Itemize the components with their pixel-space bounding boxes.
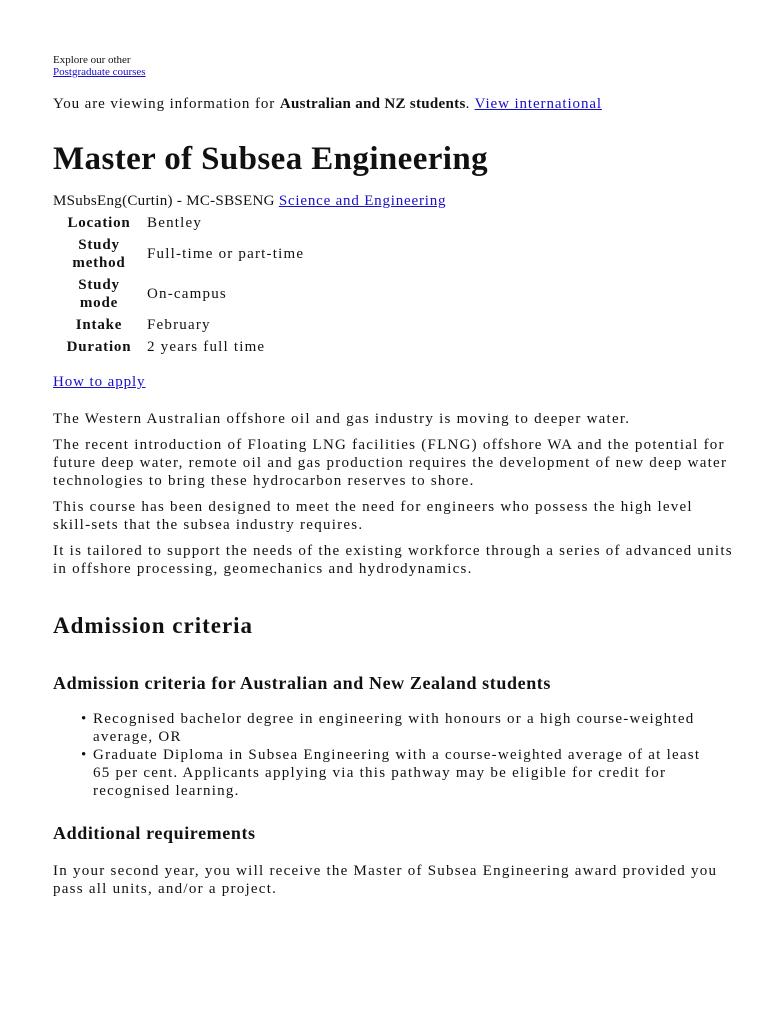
criterion-text: Recognised bachelor degree in engineering with honours or a high course-weighted average, OR	[93, 711, 695, 745]
design-paragraph: This course has been designed to meet the need for engineers who possess the high level skill-sets that the subsea industry requires.	[53, 499, 693, 533]
fact-label: Study mode	[78, 277, 120, 311]
fact-value: February	[147, 316, 211, 333]
audience-notice	[53, 94, 733, 114]
audience-prefix: You are viewing information for	[53, 96, 280, 112]
fact-value: Bentley	[147, 214, 203, 231]
workforce-paragraph: It is tailored to support the needs of the existing workforce through a series of advanced units in offshore processing, geomechanics and hydrodynamics.	[53, 543, 733, 577]
postgraduate-courses-link[interactable]: Postgraduate courses	[53, 66, 146, 78]
bullet-icon: •	[81, 711, 88, 727]
flng-paragraph: The recent introduction of Floating LNG facilities (FLNG) offshore WA and the potential for future deep water, remote oil and gas production requires the development of new deep water technologies to bring these hydrocarbon reserves to shore.	[53, 437, 728, 489]
criterion-extra: 65 per cent. Applicants applying via this pathway may be eligible for credit for recognised learning.	[93, 765, 667, 799]
fact-row-study-method	[57, 234, 306, 274]
explore-text: Explore our other	[53, 54, 131, 66]
view-international-link[interactable]: View international	[474, 96, 602, 112]
fact-label: Duration	[66, 339, 132, 355]
fact-row-location	[57, 212, 306, 234]
admission-heading: Admission criteria	[53, 613, 254, 638]
fact-row-study-mode	[57, 274, 306, 314]
page-title: Master of Subsea Engineering	[53, 141, 489, 177]
additional-requirements-heading: Additional requirements	[53, 823, 256, 843]
how-to-apply-link[interactable]: How to apply	[53, 374, 146, 390]
fact-label: Location	[67, 215, 131, 231]
fact-label: Study method	[72, 237, 126, 271]
course-code: MSubsEng(Curtin) - MC-SBSENG	[53, 193, 279, 209]
admission-subheading: Admission criteria for Australian and New Zealand students	[53, 673, 552, 693]
course-page	[53, 54, 733, 898]
bullet-icon: •	[81, 747, 88, 763]
intro-paragraph: The Western Australian offshore oil and gas industry is moving to deeper water.	[53, 411, 631, 427]
course-facts-table	[57, 212, 306, 358]
list-item	[53, 746, 733, 800]
faculty-link[interactable]: Science and Engineering	[278, 193, 447, 209]
fact-value: On-campus	[147, 285, 227, 302]
list-item	[53, 710, 733, 746]
fact-row-duration	[57, 336, 306, 358]
criterion-text: Graduate Diploma in Subsea Engineering with a course-weighted average of at least	[93, 747, 701, 763]
additional-requirements-text: In your second year, you will receive the Master of Subsea Engineering award provided you pass all units, and/or a project.	[53, 863, 718, 897]
admission-criteria-list	[53, 710, 733, 800]
audience-group: Australian and NZ students	[279, 96, 466, 112]
fact-label: Intake	[75, 317, 123, 333]
fact-value: 2 years full time	[147, 338, 266, 355]
fact-value: Full-time or part-time	[147, 245, 305, 262]
audience-suffix: .	[465, 96, 475, 112]
fact-row-intake	[57, 314, 306, 336]
course-code-line	[53, 191, 733, 211]
